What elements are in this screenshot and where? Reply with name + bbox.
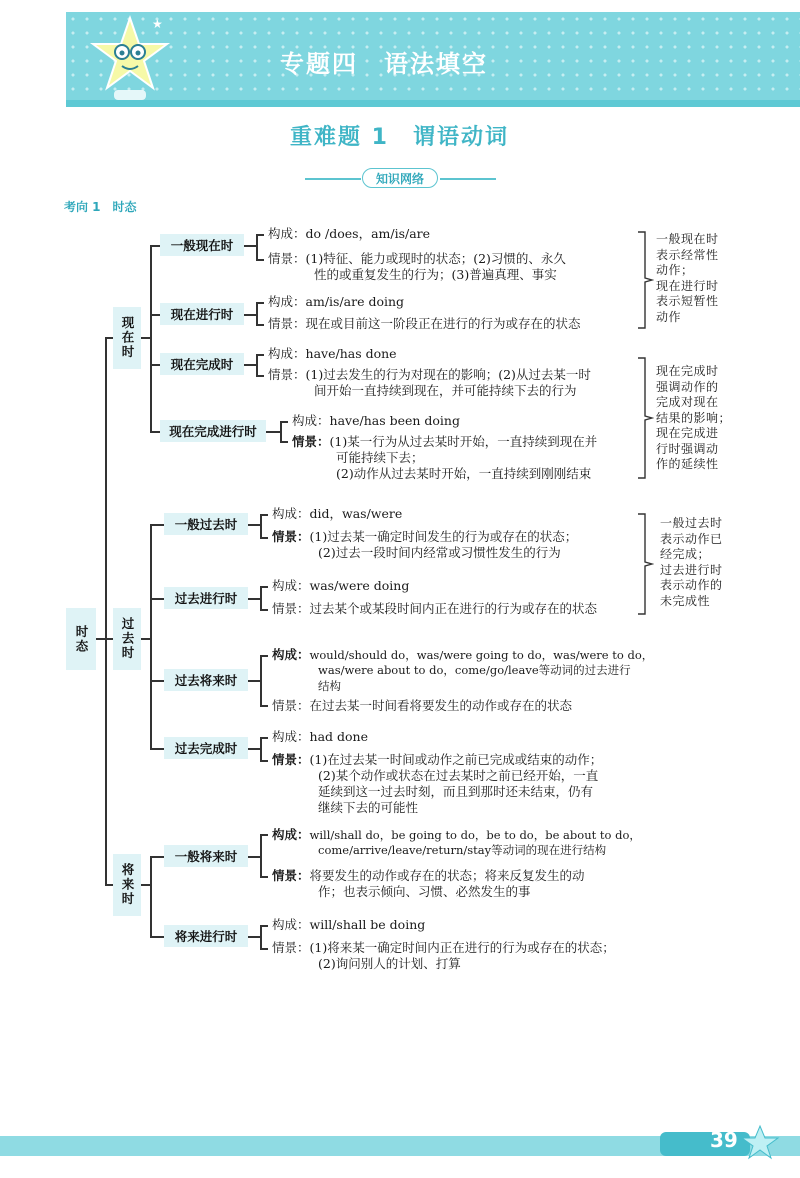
- usage-line: 情景：现在或目前这一阶段正在进行的行为或存在的状态: [268, 316, 581, 331]
- connector: [105, 884, 113, 886]
- note-present: 一般现在时 表示经常性 动作； 现在进行时 表示短暂性 动作: [656, 232, 719, 324]
- note-bracket: [636, 230, 654, 330]
- form-line: 构成：do /does，am/is/are: [268, 226, 431, 241]
- connector: [244, 314, 256, 316]
- form-line: 构成：was/were doing: [272, 578, 410, 593]
- tense-present-continuous: 现在进行时: [160, 303, 244, 325]
- connector: [150, 680, 164, 682]
- connector: [260, 655, 268, 657]
- connector: [260, 655, 262, 706]
- form-line: 结构: [318, 679, 341, 693]
- star-mascot-icon: [88, 14, 172, 104]
- svg-text:★: ★: [152, 17, 163, 31]
- connector: [260, 737, 268, 739]
- root-tense-box: 时态: [66, 608, 96, 670]
- connector: [248, 936, 260, 938]
- connector: [260, 834, 262, 877]
- group-past: 过去时: [113, 608, 141, 670]
- usage-line: 可能持续下去；: [336, 450, 424, 465]
- connector: [256, 354, 258, 376]
- connector: [260, 586, 268, 588]
- connector: [260, 834, 268, 836]
- connector: [280, 441, 288, 443]
- section-title: 重难题 1 谓语动词: [290, 125, 509, 150]
- connector: [248, 598, 260, 600]
- tense-simple-past: 一般过去时: [164, 513, 248, 535]
- connector: [244, 245, 256, 247]
- connector: [260, 609, 268, 611]
- connector: [256, 234, 264, 236]
- tense-past-continuous: 过去进行时: [164, 587, 248, 609]
- usage-line: 情景：过去某个或某段时间内正在进行的行为或存在的状态: [272, 601, 598, 616]
- usage-line: 情景：(1)特征、能力或现时的状态；(2)习惯的、永久: [268, 251, 566, 266]
- connector: [105, 337, 107, 884]
- connector: [150, 364, 160, 366]
- connector: [150, 245, 152, 431]
- tense-future-continuous: 将来进行时: [164, 925, 248, 947]
- connector: [280, 421, 282, 442]
- connector: [150, 856, 164, 858]
- tense-future-in-past: 过去将来时: [164, 669, 248, 691]
- form-line: 构成：will/shall be doing: [272, 917, 426, 932]
- usage-line: (2)过去一段时间内经常或习惯性发生的行为: [318, 545, 561, 560]
- usage-line: 情景：(1)某一行为从过去某时开始，一直持续到现在并: [292, 434, 598, 449]
- banner-underline: [66, 100, 800, 107]
- connector: [260, 705, 268, 707]
- connector: [248, 680, 260, 682]
- tense-past-perfect: 过去完成时: [164, 737, 248, 759]
- note-bracket: [636, 356, 654, 480]
- form-line: was/were about to do，come/go/leave等动词的过去进行: [318, 663, 631, 677]
- connector: [256, 354, 264, 356]
- usage-line: 继续下去的可能性: [318, 800, 419, 815]
- usage-line: 情景：在过去某一时间看将要发生的动作或存在的状态: [272, 698, 573, 713]
- connector: [260, 737, 262, 761]
- connector: [260, 876, 268, 878]
- usage-line: 情景：将要发生的动作或存在的状态；将来反复发生的动: [272, 868, 585, 883]
- usage-line: 情景：(1)将来某一确定时间内正在进行的行为或存在的状态；: [272, 940, 615, 955]
- connector: [256, 302, 264, 304]
- usage-line: 情景：(1)过去某一确定时间发生的行为或存在的状态；: [272, 529, 578, 544]
- connector: [150, 856, 152, 936]
- form-line: 构成：would/should do，was/were going to do，was/were to do，: [272, 647, 654, 662]
- divider-left: [305, 178, 361, 180]
- note-past: 一般过去时 表示动作已 经完成； 过去进行时 表示动作的 未完成性: [660, 516, 723, 608]
- connector: [266, 431, 280, 433]
- divider-right: [440, 178, 496, 180]
- usage-line: (2)询问别人的计划、打算: [318, 956, 461, 971]
- connector: [260, 537, 268, 539]
- connector: [260, 948, 268, 950]
- usage-line: (2)动作从过去某时开始，一直持续到刚刚结束: [336, 466, 592, 481]
- usage-line: 延续到这一过去时刻，而且到那时还未结束，仍有: [318, 784, 594, 799]
- form-line: 构成：am/is/are doing: [268, 294, 405, 309]
- group-present: 现在时: [113, 307, 141, 369]
- connector: [150, 314, 160, 316]
- tense-present-perfect: 现在完成时: [160, 353, 244, 375]
- connector: [150, 524, 164, 526]
- connector: [150, 598, 164, 600]
- connector: [280, 421, 288, 423]
- usage-line: (2)某个动作或状态在过去某时之前已经开始，一直: [318, 768, 599, 783]
- tense-simple-present: 一般现在时: [160, 234, 244, 256]
- form-line: 构成：did，was/were: [272, 506, 403, 521]
- connector: [256, 259, 264, 261]
- connector: [244, 364, 256, 366]
- connector: [256, 234, 258, 260]
- connector: [150, 524, 152, 748]
- form-line: 构成：have/has been doing: [292, 413, 460, 428]
- connector: [248, 748, 260, 750]
- tense-present-perfect-continuous: 现在完成进行时: [160, 420, 266, 442]
- form-line: come/arrive/leave/return/stay等动词的现在进行结构: [318, 843, 607, 857]
- knowledge-network-label: 知识网络: [362, 168, 438, 188]
- connector: [256, 302, 258, 325]
- connector: [256, 324, 264, 326]
- usage-line: 情景：(1)在过去某一时间或动作之前已完成或结束的动作；: [272, 752, 603, 767]
- note-perfect: 现在完成时 强调动作的 完成对现在 结果的影响； 现在完成进 行时强调动 作的延续性: [656, 364, 732, 471]
- connector: [260, 925, 262, 949]
- connector: [260, 586, 262, 610]
- form-line: 构成：have/has done: [268, 346, 397, 361]
- connector: [260, 514, 268, 516]
- connector: [260, 760, 268, 762]
- connector: [260, 514, 262, 538]
- form-line: 构成：will/shall do，be going to do，be to do，be about to do，: [272, 827, 641, 842]
- connector: [248, 524, 260, 526]
- form-line: 构成：had done: [272, 729, 368, 744]
- connector: [150, 431, 160, 433]
- connector: [105, 638, 113, 640]
- group-future: 将来时: [113, 854, 141, 916]
- connector: [105, 337, 113, 339]
- connector: [260, 925, 268, 927]
- connector: [150, 245, 160, 247]
- usage-line: 间开始一直持续到现在，并可能持续下去的行为: [314, 383, 577, 398]
- tense-simple-future: 一般将来时: [164, 845, 248, 867]
- connector: [256, 375, 264, 377]
- usage-line: 作；也表示倾向、习惯、必然发生的事: [318, 884, 531, 899]
- connector: [150, 936, 164, 938]
- chapter-title: 专题四 语法填空: [280, 50, 488, 78]
- usage-line: 性的或重复发生的行为；(3)普遍真理、事实: [314, 267, 557, 282]
- connector: [248, 856, 260, 858]
- connector: [150, 748, 164, 750]
- page-number: 39: [710, 1128, 738, 1152]
- note-bracket: [636, 512, 654, 616]
- usage-line: 情景：(1)过去发生的行为对现在的影响；(2)从过去某一时: [268, 367, 591, 382]
- aspect-label: 考向 1 时态: [64, 200, 137, 214]
